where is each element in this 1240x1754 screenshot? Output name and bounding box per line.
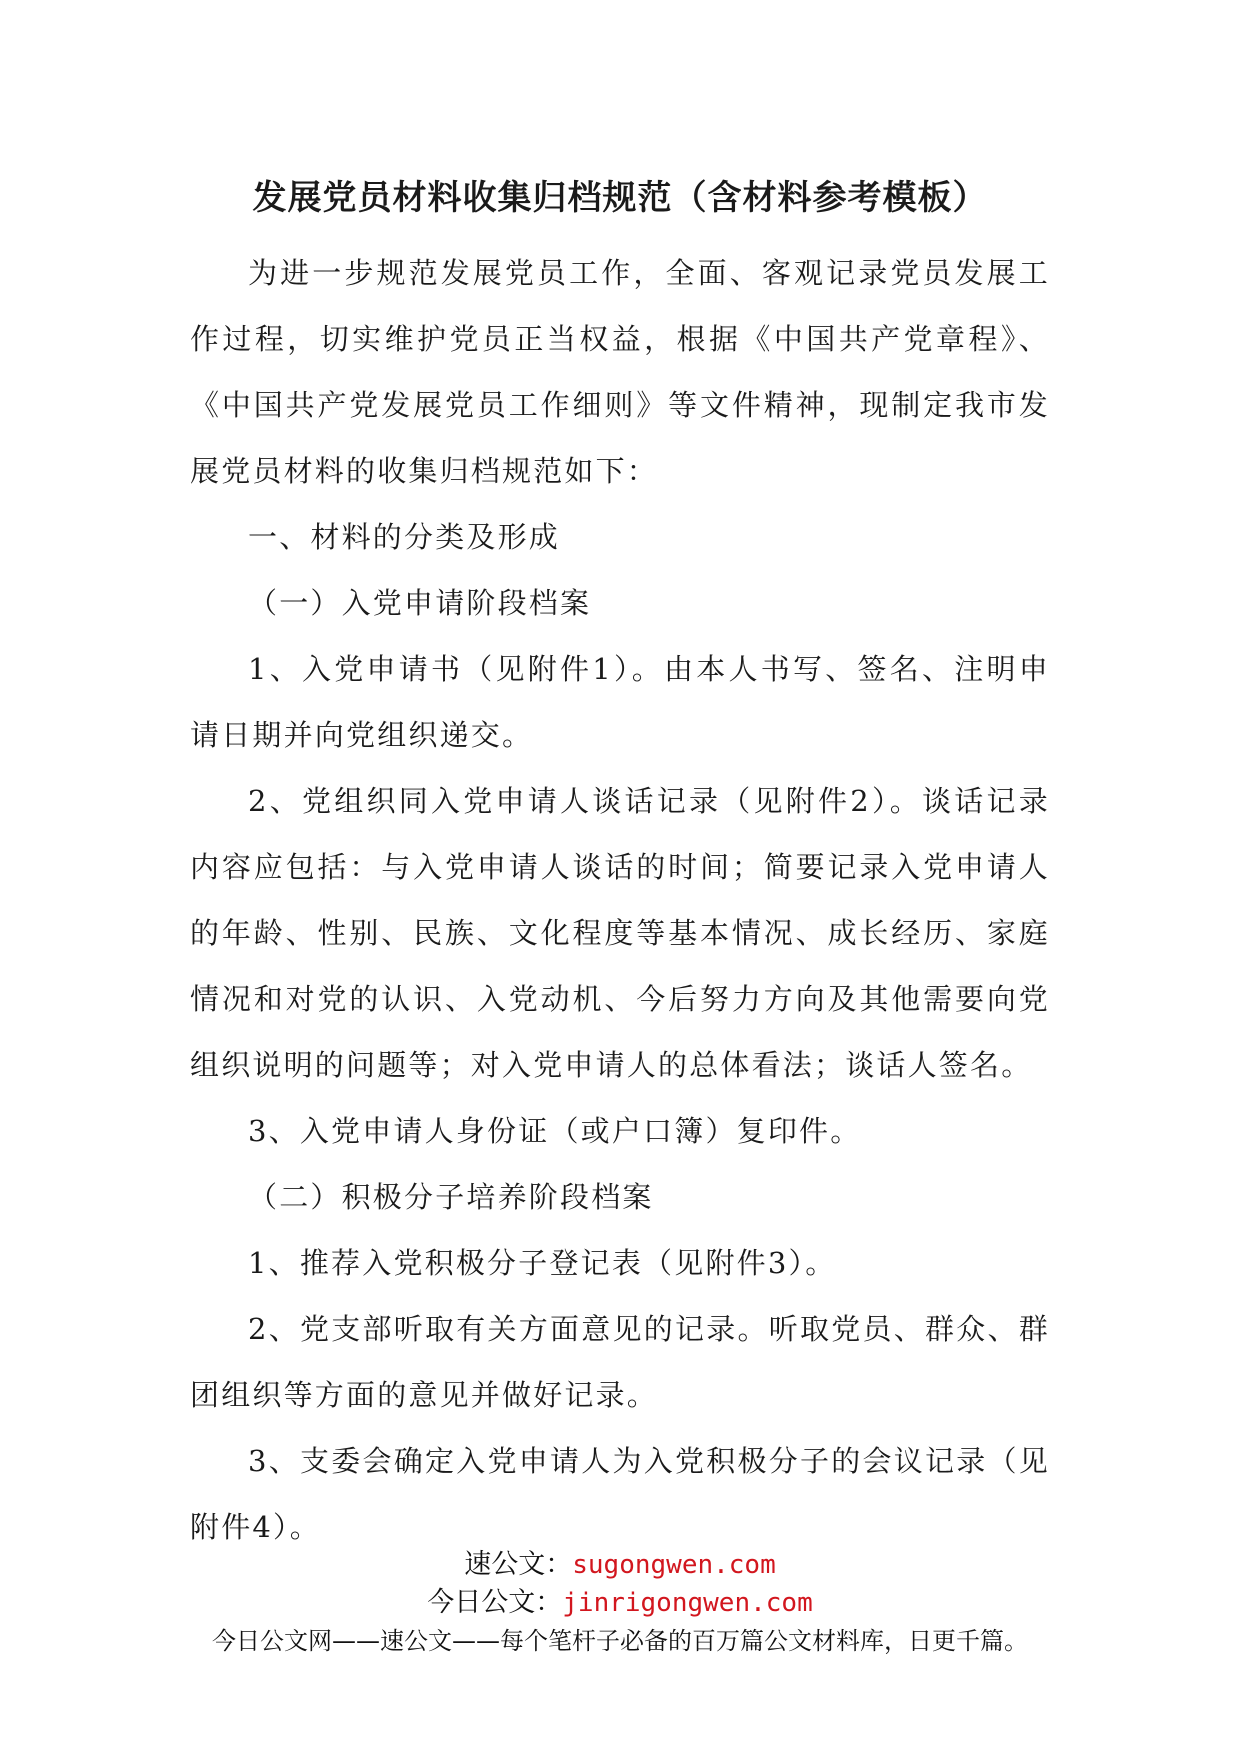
footer-line-jinrigongwen — [0, 1584, 1240, 1622]
footer-label: 今日公文： — [427, 1587, 563, 1618]
paragraph-item: 1、推荐入党积极分子登记表（见附件3）。 — [248, 1246, 837, 1280]
paragraph-item: 1、入党申请书（见附件1）。由本人书写、签名、注明申请日期并向党组织递交。 — [190, 652, 1050, 752]
paragraph-item: 3、入党申请人身份证（或户口簿）复印件。 — [248, 1114, 862, 1148]
paragraph-intro: 为进一步规范发展党员工作，全面、客观记录党员发展工作过程，切实维护党员正当权益，根据《中国共产党章程》、《中国共产党发展党员工作细则》等文件精神，现制定我市发展党员材料的收集归档规范如下： — [190, 256, 1050, 488]
footer-slogan: 今日公文网——速公文——每个笔杆子必备的百万篇公文材料库，日更千篇。 — [212, 1627, 1028, 1655]
footer-link-jinrigongwen[interactable]: jinrigongwen.com — [562, 1588, 813, 1618]
document-title: 发展党员材料收集归档规范（含材料参考模板） — [252, 178, 988, 218]
section-heading-1: 一、材料的分类及形成 — [248, 520, 561, 554]
paragraph-item: 2、党组织同入党申请人谈话记录（见附件2）。谈话记录内容应包括：与入党申请人谈话的时间；简要记录入党申请人的年龄、性别、民族、文化程度等基本情况、成长经历、家庭情况和对党的认识、入党动机、今后努力方向及其他需要向党组织说明的问题等；对入党申请人的总体看法；谈话人签名。 — [190, 784, 1050, 1082]
paragraph-item: 3、支委会确定入党申请人为入党积极分子的会议记录（见附件4）。 — [190, 1444, 1050, 1544]
footer-label: 速公文： — [464, 1549, 573, 1580]
footer-link-sugongwen[interactable]: sugongwen.com — [572, 1550, 776, 1580]
footer-watermark — [0, 1546, 1240, 1658]
paragraph-item: 2、党支部听取有关方面意见的记录。听取党员、群众、群团组织等方面的意见并做好记录。 — [190, 1312, 1050, 1412]
footer-line-sugongwen — [0, 1546, 1240, 1584]
subsection-heading-1: （一）入党申请阶段档案 — [248, 586, 592, 620]
document-body — [190, 240, 1050, 1560]
subsection-heading-2: （二）积极分子培养阶段档案 — [248, 1180, 654, 1214]
